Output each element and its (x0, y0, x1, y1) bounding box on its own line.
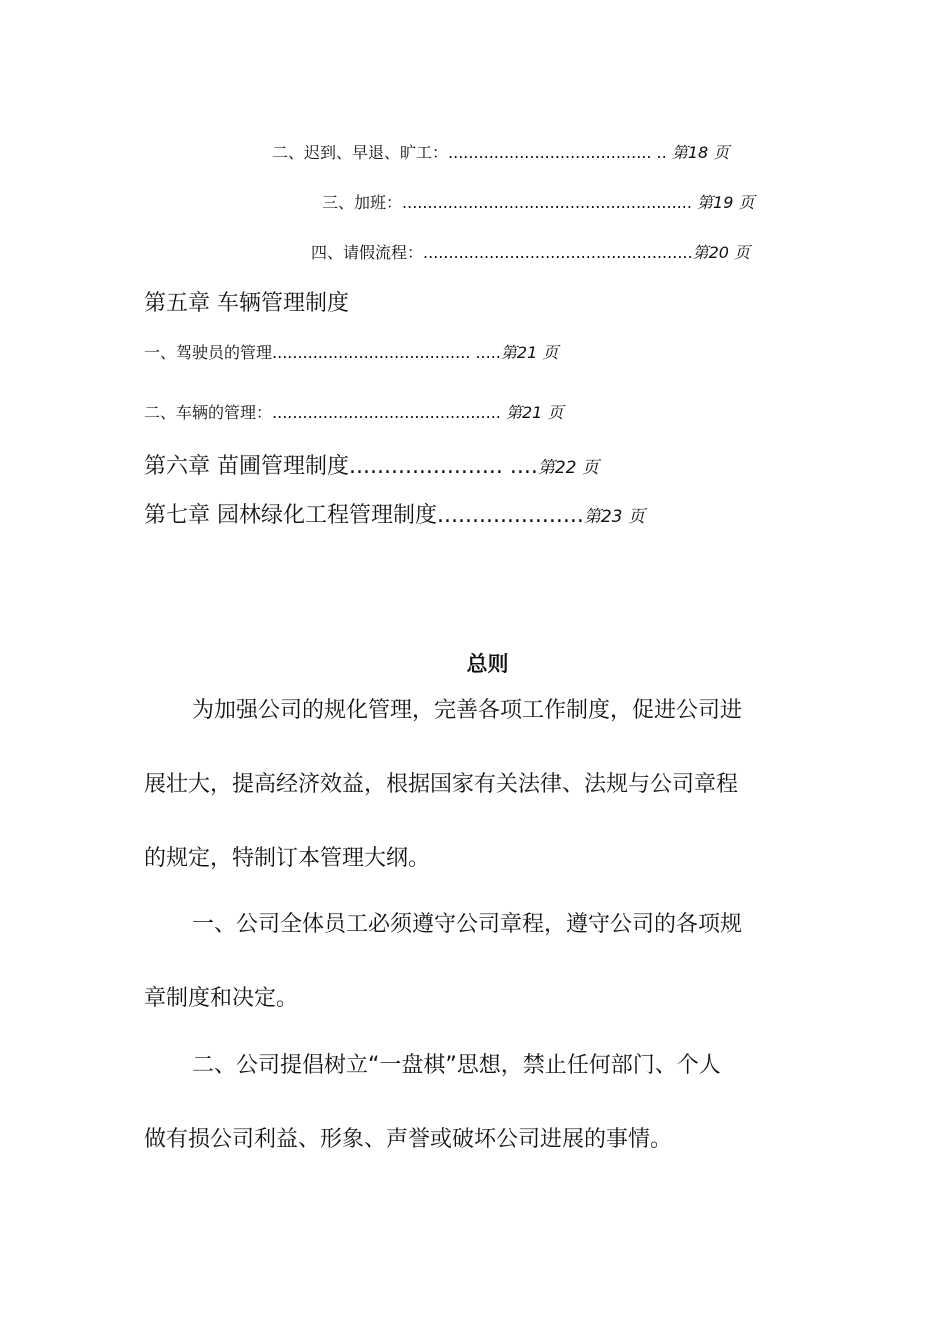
paragraph-line: 做有损公司利益、形象、声誉或破坏公司进展的事情。 (144, 1127, 673, 1152)
toc-page-number: 第20 页 (692, 243, 751, 262)
paragraph-line: 展壮大，提高经济效益，根据国家有关法律、法规与公司章程 (144, 772, 739, 797)
paragraph-line: 的规定，特制订本管理大纲。 (144, 846, 431, 871)
paragraph-line: 一、公司全体员工必须遵守公司章程，遵守公司的各项规 (192, 912, 743, 937)
toc-leader-dots: ...................... .... (349, 454, 538, 479)
toc-entry-label: 四、请假流程： (311, 243, 424, 262)
toc-leader-dots: ............................................. (272, 403, 501, 422)
section-heading: 总则 (466, 652, 509, 676)
paragraph-rule-2 (144, 1029, 804, 1177)
toc-entry-label: 二、车辆的管理： (144, 403, 273, 422)
toc-page-number: 第18 页 (671, 143, 730, 162)
toc-entry-label: 一、驾驶员的管理 (144, 343, 273, 362)
paragraph-rule-1 (144, 888, 804, 1036)
toc-entry[interactable] (311, 240, 750, 263)
paragraph-intro (144, 674, 804, 896)
paragraph-line: 为加强公司的规化管理，完善各项工作制度，促进公司进 (192, 698, 743, 723)
toc-page-number: 第19 页 (697, 193, 755, 212)
toc-leader-dots: ........................................ .. (448, 143, 667, 162)
toc-entry[interactable] (144, 400, 563, 423)
toc-leader-dots: ..................... (437, 503, 584, 528)
toc-entry[interactable] (144, 340, 558, 363)
toc-leader-dots: ....................................... ..... (272, 343, 501, 362)
toc-leader-dots: ..................................................... (423, 243, 693, 262)
toc-page-number: 第22 页 (537, 458, 599, 478)
toc-chapter-label: 第七章 园林绿化工程管理制度 (144, 503, 437, 528)
toc-chapter-7[interactable] (144, 498, 645, 529)
toc-entry[interactable] (272, 140, 729, 163)
toc-chapter-label: 第六章 苗圃管理制度 (144, 454, 349, 479)
toc-entry-label: 三、加班： (322, 193, 403, 212)
toc-entry[interactable] (322, 190, 754, 213)
paragraph-line: 二、公司提倡树立“一盘棋”思想，禁止任何部门、个人 (192, 1053, 721, 1078)
toc-chapter-5[interactable] (144, 286, 349, 317)
paragraph-line: 章制度和决定。 (144, 986, 299, 1011)
toc-page-number: 第23 页 (583, 507, 645, 527)
toc-leader-dots: ......................................................... (402, 193, 692, 212)
toc-chapter-label: 第五章 车辆管理制度 (144, 291, 349, 316)
toc-page-number: 第21 页 (500, 343, 559, 362)
toc-entry-label: 二、迟到、早退、旷工： (272, 143, 449, 162)
toc-page-number: 第21 页 (505, 403, 564, 422)
toc-chapter-6[interactable] (144, 449, 599, 480)
